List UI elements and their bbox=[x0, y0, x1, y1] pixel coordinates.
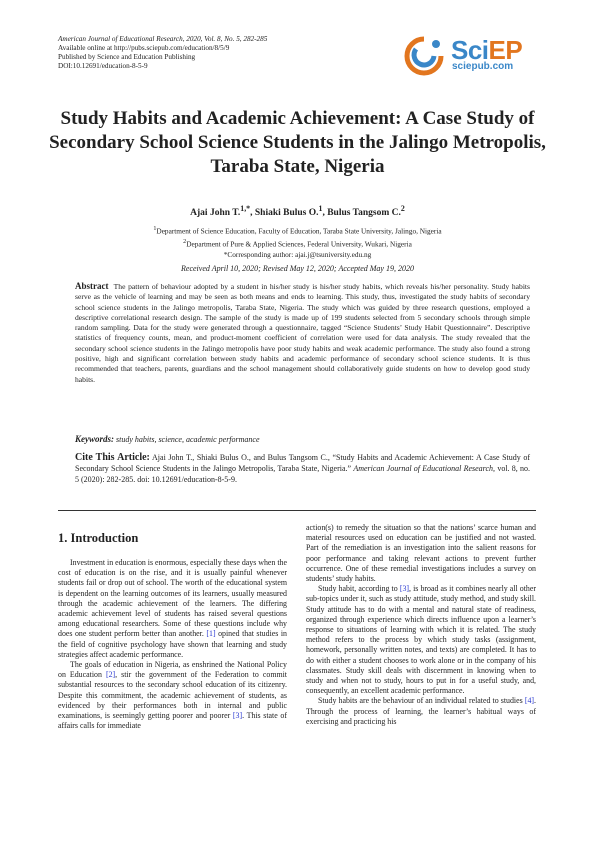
reference-link[interactable]: [3] bbox=[399, 584, 410, 594]
author-name: Shiaki Bulus O. bbox=[254, 208, 319, 219]
paragraph: The goals of education in Nigeria, as enshrined the National Policy on Education [2], stir the government of the Federation to commit substantial resources to the secondary school education of its citizenry. Despite this commitment, the academic achievement of students, as evidenced by their performances both in internal and public examinations, is seemingly getting poorer and poorer [3]. This state of affairs calls for immediate bbox=[58, 660, 287, 731]
section-divider bbox=[58, 510, 536, 511]
section-heading: 1. Introduction bbox=[58, 531, 139, 545]
keywords-text: study habits, science, academic performance bbox=[116, 435, 260, 444]
author-sup: 2 bbox=[400, 204, 405, 213]
paragraph: Investment in education is enormous, especially these days when the cost of education is on the rise, and it is usually painful whenever students fail or drop out of school. The worth of the educational system is dependent on the learning outcomes of its learners, usually measured through the academic achievement of the learners. The differing academic achievement level of students has raised several questions among educational researchers. Some of these questions include why does one student perform better than another. [1] opined that studies in the field of cognitive psychology have shown that learning and study strategies affect academic performance. bbox=[58, 558, 287, 659]
sciep-emblem-icon bbox=[404, 36, 448, 76]
right-column bbox=[306, 523, 536, 727]
abstract-text: The pattern of behaviour adopted by a student in his/her study is his/her study habits, which reveals his/her personality. Study habits serve as the vehicle of learning and may be seen as both means and ends to learning. This study, thus, investigated the study habits of secondary school science students in the Jalingo metropolis, Taraba State, Nigeria. The study which was guided by three research questions, employed a descriptive correlational research design. The sample of the study is made up of 199 students selected from 5 secondary schools through simple random sampling. Data for the study were generated through a questionnaire, tagged “Science Students’ Study Habit Questionnaire”. Descriptive statistics of frequency counts, mean, and product-moment coefficient of correlation were used for data analysis. The study revealed that the secondary school science students in the Jalingo metropolis have poor study habits and weak academic performance. The study also found a strong positive, high and significant correlation between study habits and academic performance of secondary school science students. It is thus recommended that teachers, parents, guardians and the school management should collaboratively guide students on how to develop good study habits. bbox=[75, 282, 530, 384]
author-name: Bulus Tangsom C. bbox=[327, 208, 401, 219]
article-title: Study Habits and Academic Achievement: A Case Study of Secondary School Science Students in the Jalingo Metropolis, Taraba State, Nigeria bbox=[49, 108, 546, 177]
paragraph: action(s) to remedy the situation so that the nations’ scarce human and material resources used on education can be justified and not wasted. Part of the remediation is an investigation into the salient reasons for poor performance and taking relevant actions to prevent further occurrence. One of these remedial investigations includes a survey on students’ study habits. bbox=[306, 523, 536, 584]
reference-link[interactable]: [3] bbox=[232, 711, 243, 721]
author-name: Ajai John T. bbox=[190, 208, 241, 219]
paragraph: Study habits are the behaviour of an individual related to studies [4]. Through the process of learning, the learner’s habitual ways of exercising and practicing his bbox=[306, 696, 536, 726]
left-column bbox=[58, 523, 287, 731]
corresponding-author: *Corresponding author: ajai.j@tsuniversity.edu.ng bbox=[223, 249, 372, 259]
cite-text-part1: Ajai John T., Shiaki Bulus O., and Bulus Tangsom C., “Study Habits and Academic Achievement: A Case Study of Secondary School Science Students in the Jalingo Metropolis, Taraba State, Nigeria.” bbox=[75, 453, 530, 473]
sciep-url[interactable]: sciepub.com bbox=[452, 61, 514, 72]
received-dates: Received April 10, 2020; Revised May 12, 2020; Accepted May 19, 2020 bbox=[181, 264, 414, 273]
affiliation-2: $^2$Department of Pure & Applied Sciences, Federal University, Wukari, Nigeria bbox=[183, 238, 412, 249]
abstract bbox=[75, 281, 530, 385]
available-online-line: Available online at http://pubs.sciepub.com/education/8/5/9 bbox=[58, 44, 230, 52]
author-sup: 1,* bbox=[240, 204, 251, 213]
abstract-label: Abstract bbox=[75, 281, 109, 291]
author-sup: 1 bbox=[318, 204, 323, 213]
affiliation-1: $^1$Department of Science Education, Faculty of Education, Taraba State University, Jalingo, Nigeria bbox=[153, 226, 442, 236]
paragraph: Study habit, according to [3], is broad as it combines nearly all other sub-topics under it, such as study attitude, study method, and study skill. Study attitude has to do with a mental and natural state of readiness, organized through experience which directs influence upon a learner’s response to situations of learning with which it is related. The study method refers to the process by which study tasks (assignment, homework, personally written notes, and texts) are completed. It has to do with either a student chooses to work alone or in the company of his classmates. Study skill deals with discernment in knowing when to study and when not to study, hours to put in for a useful study, and, consequently, an excellent academic performance. bbox=[306, 584, 536, 696]
cite-journal: American Journal of Educational Research, bbox=[353, 464, 496, 473]
cite-this-article bbox=[75, 452, 530, 485]
author-list: Ajai John T.$^{1,*}$, Shiaki Bulus O.$^1$, Bulus Tangsom C.$^2$ bbox=[190, 204, 405, 219]
doi-line: DOI:10.12691/education-8-5-9 bbox=[58, 62, 148, 70]
sciep-wordmark: SciEP bbox=[451, 35, 523, 65]
reference-link[interactable]: [2] bbox=[105, 670, 116, 680]
reference-link[interactable]: [4] bbox=[524, 696, 535, 706]
cite-label: Cite This Article: bbox=[75, 452, 150, 463]
reference-link[interactable]: [1] bbox=[206, 629, 216, 639]
keywords-label: Keywords: bbox=[75, 434, 114, 444]
keywords bbox=[75, 434, 530, 444]
sciep-logo[interactable] bbox=[404, 36, 534, 76]
affiliations bbox=[0, 224, 595, 260]
publisher-line: Published by Science and Education Publishing bbox=[58, 53, 196, 61]
journal-header bbox=[58, 35, 267, 71]
journal-citation-line: American Journal of Educational Research, 2020, Vol. 8, No. 5, 282-285 bbox=[58, 35, 268, 43]
cite-text-part2: vol. 8, no. 5 (2020): 282-285. doi: 10.12691/education-8-5-9. bbox=[75, 464, 531, 484]
